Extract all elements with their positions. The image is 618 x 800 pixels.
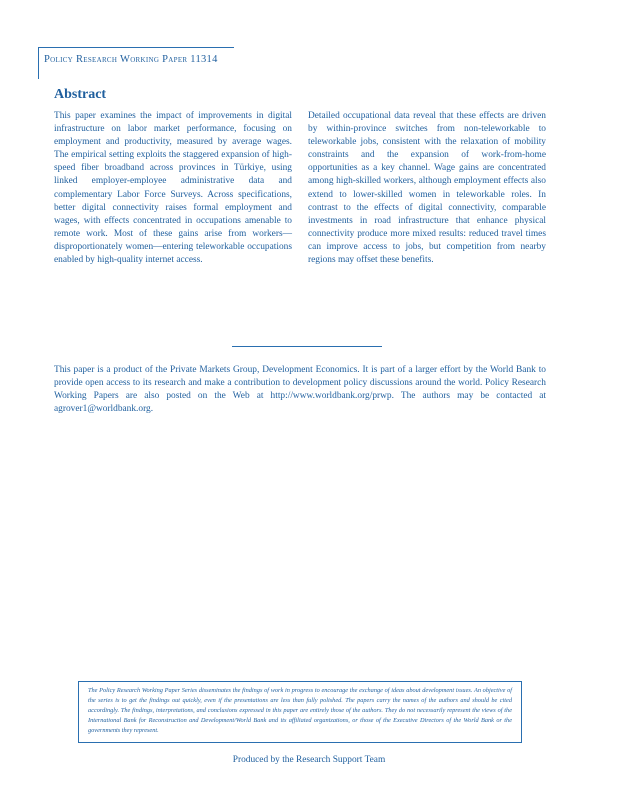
produced-by: Produced by the Research Support Team: [232, 755, 386, 765]
series-title: Policy Research Working Paper 11314: [44, 54, 218, 65]
abstract-right-column: Detailed occupational data reveal that these effects are driven by within-province switches from non-teleworkable to teleworkable jobs, consistent with the relaxation of mobility constraints and the expansion of work-from-home opportunities as a key channel. Wage gains are concentrated among high-skilled workers, although employment effects also extend to lower-skilled women in teleworkable roles. In contrast to the effects of digital connectivity, comparable investments in road infrastructure that enhance physical connectivity produce more mixed results: reduced travel times can improve access to jobs, but competition from nearby regions may offset these benefits.: [308, 111, 546, 266]
abstract-left-column: This paper examines the impact of improvements in digital infrastructure on labor market performance, focusing on employment and productivity, measured by average wages. The empirical setting exploits the staggered expansion of high-speed fiber broadband across provinces in Türkiye, using linked employer-employee administrative data and complementary Labor Force Surveys. Across specifications, better digital connectivity raises formal employment and wages, with effects concentrated in occupations amenable to remote work. Most of these gains arise from workers—disproportionately women—entering teleworkable occupations enabled by high-quality internet access.: [54, 111, 292, 266]
product-note: This paper is a product of the Private Markets Group, Development Economics. It is part of a larger effort by the World Bank to provide open access to its research and make a contribution to development policy discussions around the world. Policy Research Working Papers are also posted on the Web at http://www.worldbank.org/prwp. The authors may be contacted at agrover1@worldbank.org.: [54, 365, 546, 415]
section-divider: [232, 346, 382, 347]
abstract-heading: Abstract: [54, 87, 107, 102]
disclaimer-box: [78, 681, 522, 743]
disclaimer-text: The Policy Research Working Paper Series disseminates the findings of work in progress to encourage the exchange of ideas about development issues. An objective of the series is to get the findings out quickly, even if the presentations are less than fully polished. The papers carry the names of the authors and should be cited accordingly. The findings, interpretations, and conclusions expressed in this paper are entirely those of the authors. They do not necessarily represent the views of the International Bank for Reconstruction and Development/World Bank and its affiliated organizations, or those of the Executive Directors of the World Bank or the governments they represent.: [88, 687, 512, 734]
